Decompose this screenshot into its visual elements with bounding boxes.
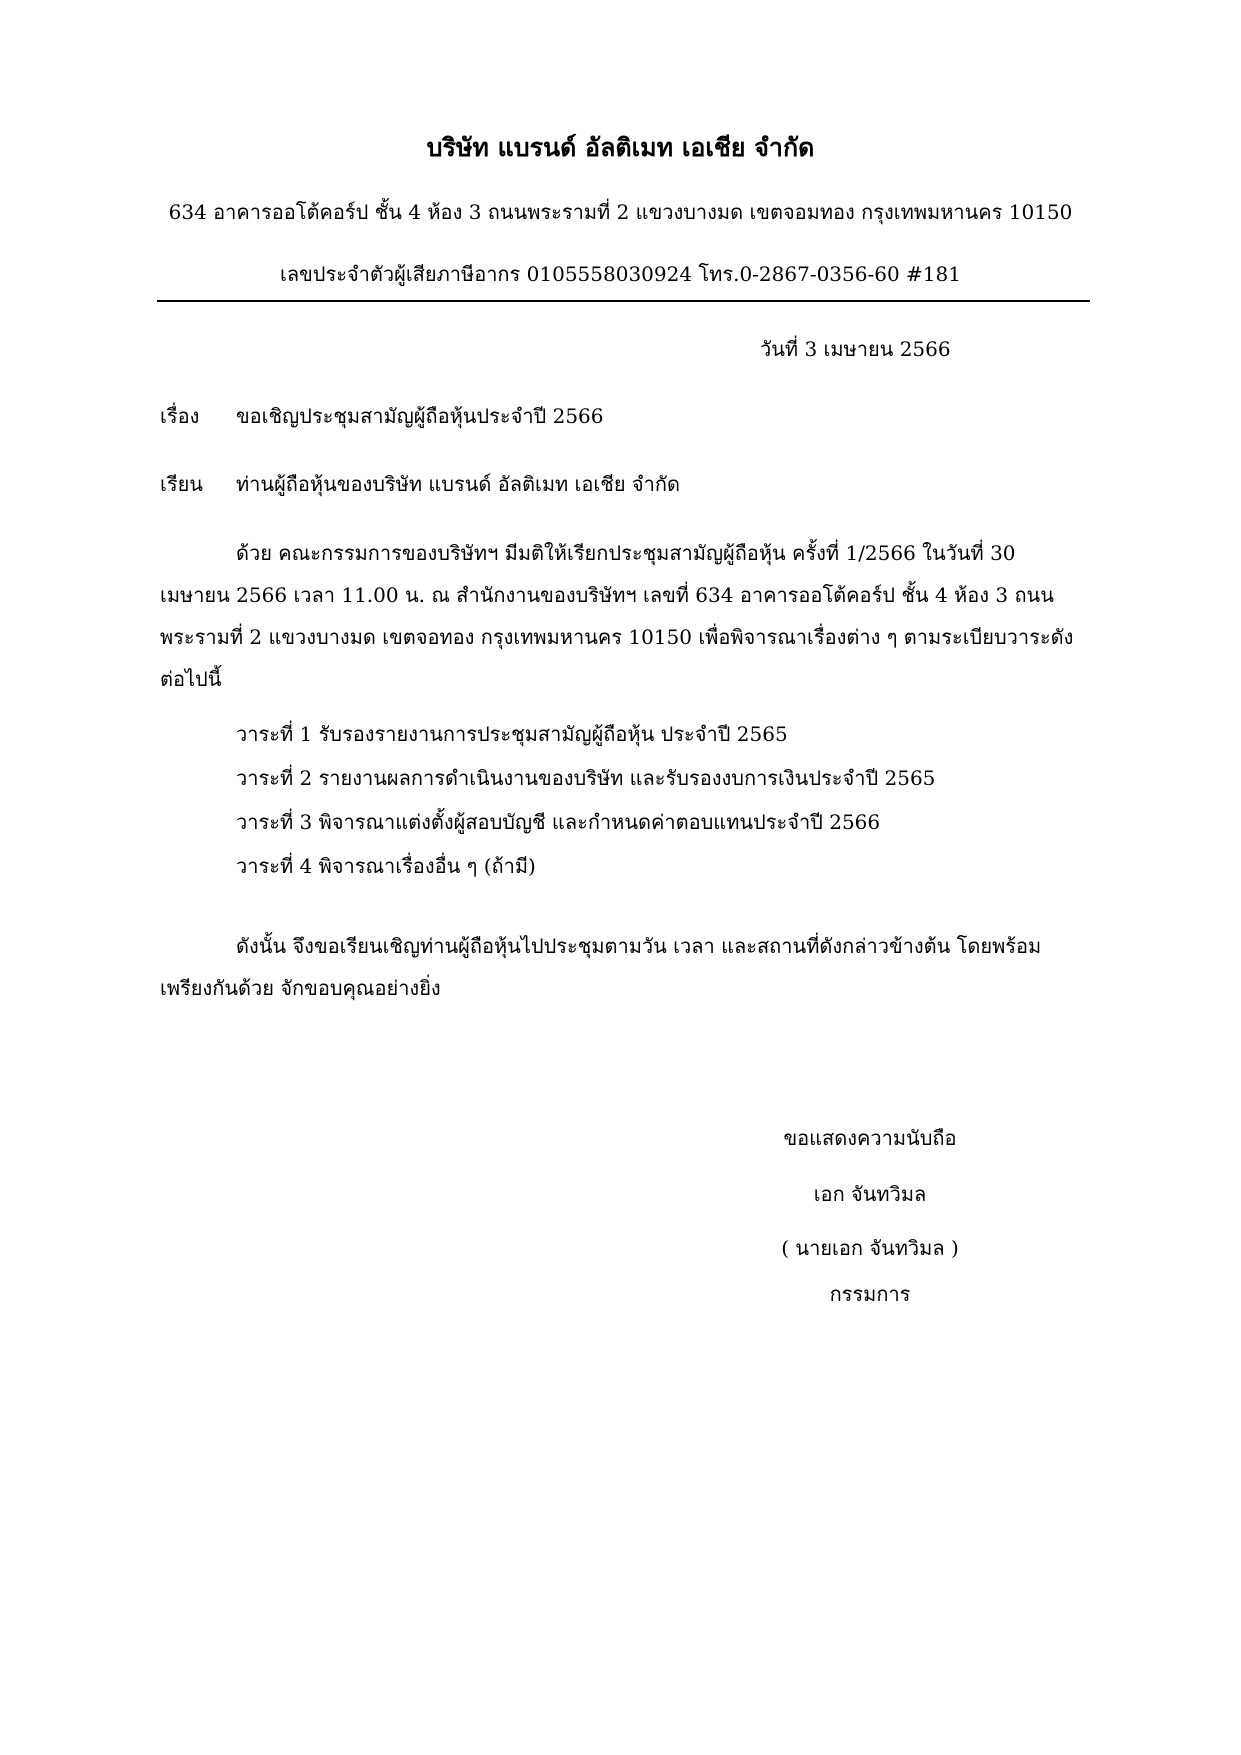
signature-position: กรรมการ <box>829 1282 911 1306</box>
subject-line <box>160 400 604 432</box>
recipient-line <box>160 468 680 500</box>
tax-id-and-phone: เลขประจำตัวผู้เสียภาษีอากร 0105558030924 โทร.0-2867-0356-60 #181 <box>280 262 961 286</box>
company-name: บริษัท แบรนด์ อัลติเมท เอเชีย จำกัด <box>426 133 815 162</box>
signature-closing: ขอแสดงความนับถือ <box>783 1126 957 1150</box>
agenda-item: วาระที่ 3 พิจารณาแต่งตั้งผู้สอบบัญชี และกำหนดค่าตอบแทนประจำปี 2566 <box>236 810 881 834</box>
subject-text: ขอเชิญประชุมสามัญผู้ถือหุ้นประจำปี 2566 <box>236 404 604 428</box>
recipient-label: เรียน <box>160 472 203 496</box>
header-divider <box>157 300 1090 302</box>
agenda-item: วาระที่ 1 รับรองรายงานการประชุมสามัญผู้ถือหุ้น ประจำปี 2565 <box>236 722 788 746</box>
signature-name: เอก จันทวิมล <box>813 1182 927 1206</box>
body-paragraph-intro: ด้วย คณะกรรมการของบริษัทฯ มีมติให้เรียกประชุมสามัญผู้ถือหุ้น ครั้งที่ 1/2566 ในวันที่ 30 เมษายน 2566 เวลา 11.00 น. ณ สำนักงานของบริษัทฯ เลขที่ 634 อาคารออโต้คอร์ป ชั้น 4 ห้อง 3 ถนนพระรามที่ 2 แขวงบางมด เขตจอทอง กรุงเทพมหานคร 10150 เพื่อพิจารณาเรื่องต่าง ๆ ตามระเบียบวาระดังต่อไปนี้ <box>160 541 1074 691</box>
body-paragraph-closing: ดังนั้น จึงขอเรียนเชิญท่านผู้ถือหุ้นไปประชุมตามวัน เวลา และสถานที่ดังกล่าวข้างต้น โดยพร้อมเพรียงกันด้วย จักขอบคุณอย่างยิ่ง <box>160 934 1042 1000</box>
recipient-text: ท่านผู้ถือหุ้นของบริษัท แบรนด์ อัลติเมท เอเชีย จำกัด <box>236 472 680 496</box>
letter-date: วันที่ 3 เมษายน 2566 <box>760 337 951 361</box>
signature-full-name: ( นายเอก จันทวิมล ) <box>781 1236 959 1260</box>
agenda-item: วาระที่ 2 รายงานผลการดำเนินงานของบริษัท และรับรองงบการเงินประจำปี 2565 <box>236 766 936 790</box>
agenda-item: วาระที่ 4 พิจารณาเรื่องอื่น ๆ (ถ้ามี) <box>236 854 536 878</box>
subject-label: เรื่อง <box>160 404 200 428</box>
company-address: 634 อาคารออโต้คอร์ป ชั้น 4 ห้อง 3 ถนนพระรามที่ 2 แขวงบางมด เขตจอมทอง กรุงเทพมหานคร 10150 <box>168 200 1073 224</box>
